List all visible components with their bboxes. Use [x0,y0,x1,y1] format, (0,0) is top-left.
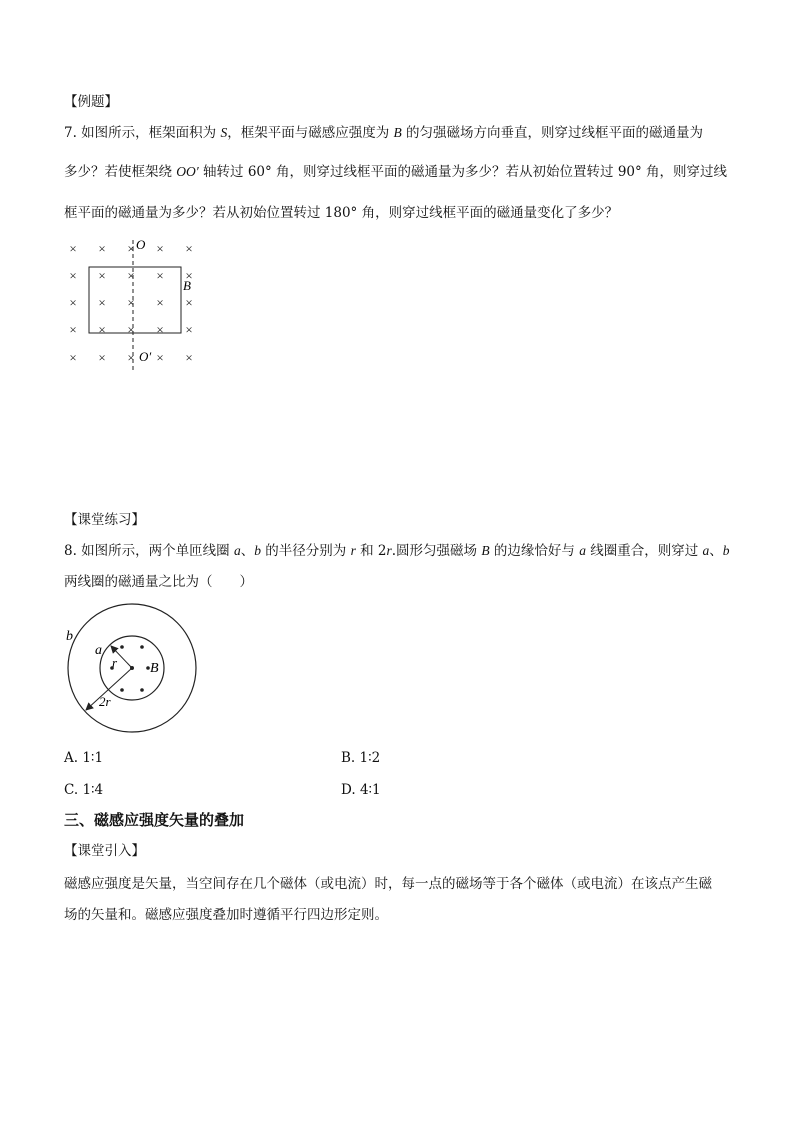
option-a[interactable]: A. 1∶1 [64,750,104,766]
field-cross: × [156,295,164,310]
label-b: b [66,629,73,644]
question-7-line-3: 框平面的磁通量为多少？若从初始位置转过 180° 角，则穿过线框平面的磁通量变化了多少？ [64,205,619,221]
field-cross: × [69,295,77,310]
question-8-line-1: 8. 如图所示，两个单匝线圈 a、b 的半径分别为 r 和 2r.圆形匀强磁场 B 的边缘恰好与 a 线圈重合，则穿过 a、b [64,543,730,559]
field-cross: × [156,322,164,337]
section-3-heading: 三、磁感应强度矢量的叠加 [64,811,245,829]
option-c[interactable]: C. 1∶4 [64,782,104,798]
field-cross: × [127,268,135,283]
question-7-line-1: 7. 如图所示，框架面积为 S，框架平面与磁感应强度为 B 的匀强磁场方向垂直，则穿过线框平面的磁通量为 [64,125,704,141]
field-cross: × [98,295,106,310]
intro-paragraph-line-2: 场的矢量和。磁感应强度叠加时遵循平行四边形定则。 [64,907,388,923]
field-cross: × [69,241,77,256]
field-cross: × [156,268,164,283]
section-label-intro: 【课堂引入】 [64,843,145,859]
option-d[interactable]: D. 4∶1 [341,782,381,798]
field-cross: × [98,268,106,283]
axis-label-top: O [136,237,146,252]
section-label-practice: 【课堂练习】 [64,512,145,528]
field-cross: × [156,350,164,365]
field-cross: × [98,241,106,256]
intro-paragraph-line-1: 磁感应强度是矢量，当空间存在几个磁体（或电流）时，每一点的磁场等于各个磁体（或电流）在该点产生磁 [64,876,712,892]
field-cross: × [127,322,135,337]
field-cross: × [185,295,193,310]
field-cross: × [98,322,106,337]
field-cross: × [127,241,135,256]
field-cross: × [185,268,193,283]
question-8-line-2: 两线圈的磁通量之比为（ ） [64,574,253,590]
field-cross: × [69,268,77,283]
label-field-B: B [150,661,159,676]
field-cross: × [156,241,164,256]
field-cross: × [127,350,135,365]
label-r: r [112,655,118,670]
field-cross: × [185,350,193,365]
label-2r: 2r [99,694,111,709]
field-cross: × [69,350,77,365]
field-cross: × [127,295,135,310]
question-7-line-2: 多少？若使框架绕 OO′ 轴转过 60° 角，则穿过线框平面的磁通量为多少？若从初始位置转过 90° 角，则穿过线 [64,164,728,180]
field-label: B [183,278,191,293]
option-b[interactable]: B. 1∶2 [341,750,381,766]
field-cross: × [69,322,77,337]
label-a: a [95,643,102,658]
field-cross: × [185,322,193,337]
field-cross: × [98,350,106,365]
axis-label-bottom: O′ [139,349,152,364]
section-label-example: 【例题】 [64,94,118,110]
field-cross: × [185,241,193,256]
